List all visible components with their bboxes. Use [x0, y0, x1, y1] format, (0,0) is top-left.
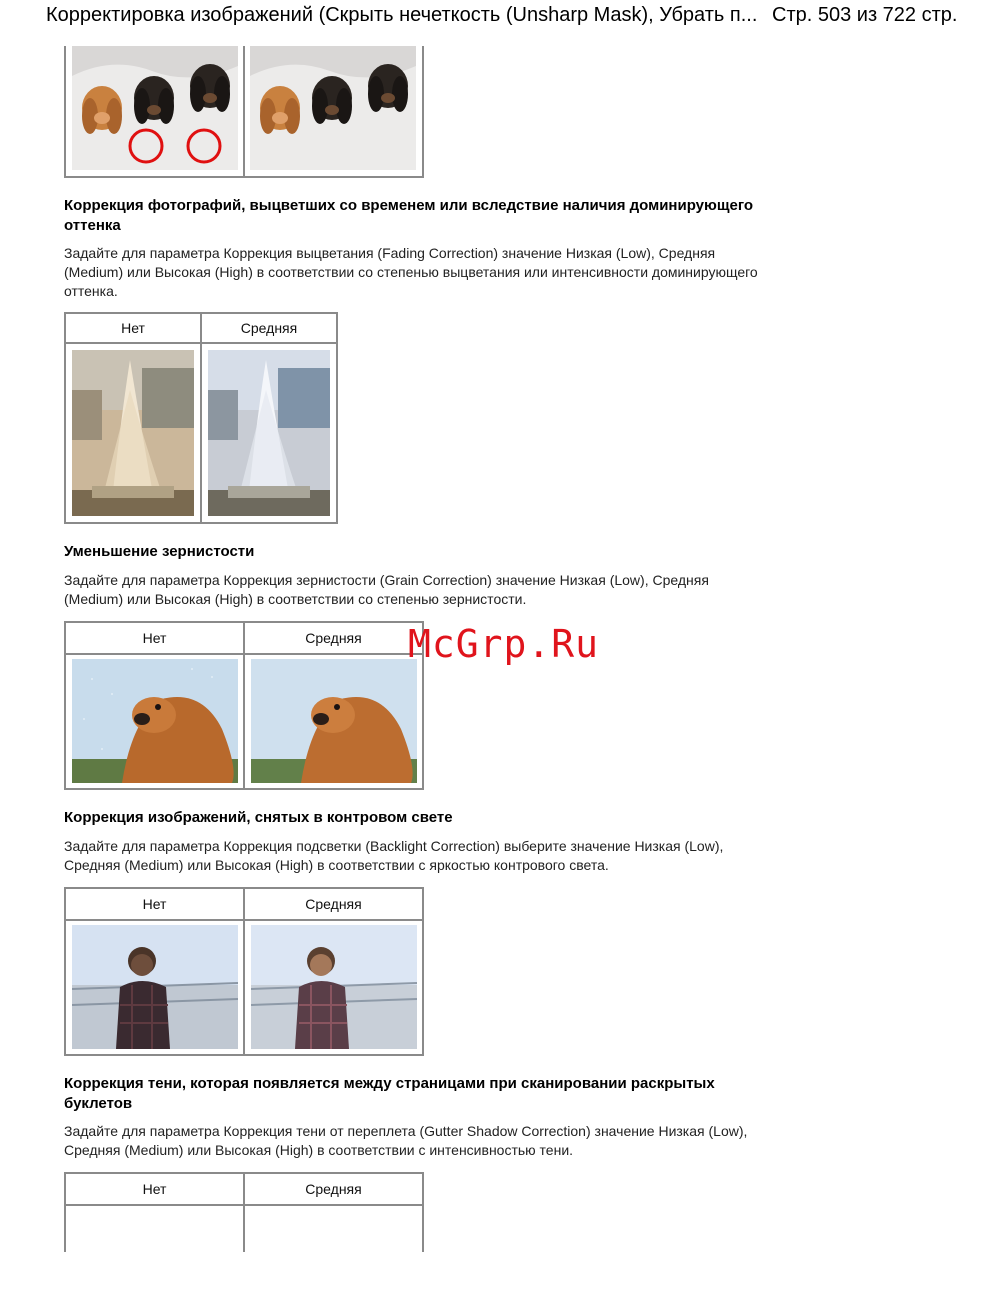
section-title-backlight: Коррекция изображений, снятых в контровом свете — [64, 809, 453, 826]
backlight-comparison-table — [64, 887, 424, 1056]
watermark: McGrp.Ru — [408, 622, 600, 666]
child-image-before — [72, 925, 238, 1049]
section-body-fading: Задайте для параметра Коррекция выцветания (Fading Correction) значение Низкая (Low), Средняя (Medium) или Высокая (High) в соответствии со степенью выцветания или интенсивности доминирующего оттенка. — [64, 245, 758, 299]
column-header-none: Нет — [142, 630, 167, 646]
page-header-title: Корректировка изображений (Скрыть нечеткость (Unsharp Mask), Убрать п... — [46, 4, 758, 26]
gutter-comparison-table — [64, 1172, 424, 1252]
column-header-medium: Средняя — [305, 1181, 362, 1197]
grain-comparison-table — [64, 621, 424, 790]
column-header-none: Нет — [142, 896, 167, 912]
column-header-medium: Средняя — [305, 630, 362, 646]
dogs-image-before — [72, 46, 238, 170]
section-title-gutter: Коррекция тени, которая появляется между страницами при сканировании раскрытых буклетов — [64, 1075, 715, 1112]
fountain-image-before — [72, 350, 194, 516]
page-number: Стр. 503 из 722 стр. — [772, 4, 958, 26]
child-image-after — [251, 925, 417, 1049]
dog-image-before — [72, 659, 238, 783]
section-title-grain: Уменьшение зернистости — [64, 543, 255, 560]
dogs-image-after — [250, 46, 416, 170]
section-body-grain: Задайте для параметра Коррекция зернистости (Grain Correction) значение Низкая (Low), Средняя (Medium) или Высокая (High) в соответствии со степенью зернистости. — [64, 572, 709, 607]
fading-comparison-table — [64, 312, 338, 524]
column-header-none: Нет — [142, 1181, 167, 1197]
fountain-image-after — [208, 350, 330, 516]
column-header-none: Нет — [121, 320, 145, 336]
column-header-medium: Средняя — [240, 320, 298, 336]
column-header-medium: Средняя — [305, 896, 362, 912]
section-body-backlight: Задайте для параметра Коррекция подсветки (Backlight Correction) выберите значение Низкая (Low), Средняя (Medium) или Высокая (High) в соответствии с яркостью контрового света. — [64, 838, 724, 873]
section-body-gutter: Задайте для параметра Коррекция тени от переплета (Gutter Shadow Correction) значение Низкая (Low), Средняя (Medium) или Высокая (High) в соответствии с интенсивностью тени. — [64, 1123, 748, 1158]
dust-comparison-table — [64, 46, 424, 178]
section-title-fading: Коррекция фотографий, выцветших со временем или вследствие наличия доминирующего оттенка — [64, 197, 754, 234]
dog-image-after — [251, 659, 417, 783]
